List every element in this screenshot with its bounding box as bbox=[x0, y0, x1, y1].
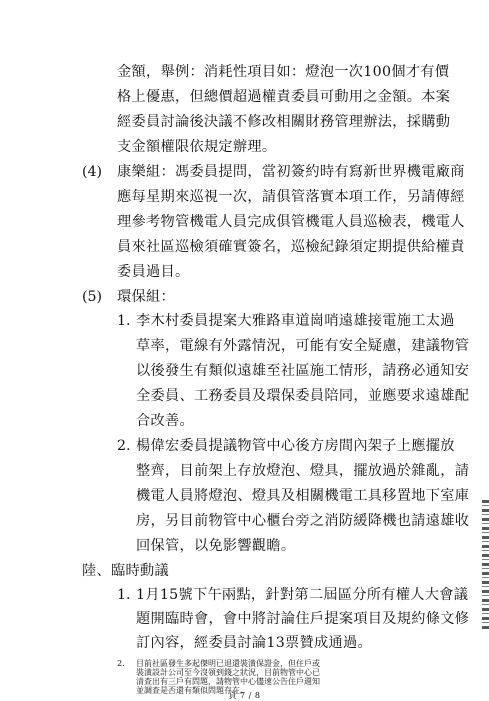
text-line: 合改善。 bbox=[136, 413, 194, 429]
item-number: (5) bbox=[82, 289, 103, 305]
item-number: (4) bbox=[82, 164, 103, 180]
subitem-number: 2. bbox=[117, 438, 131, 454]
text-line: 清查出有三戶有問題，請物管中心儘速公告住戶週知 bbox=[136, 677, 320, 686]
text-line: 目前社區發生多起傑明已退還裝潢保證金，但住戶或 bbox=[136, 659, 320, 668]
text-line: 房，另目前物管中心櫃台旁之消防緩降機也請遠雄收 bbox=[136, 513, 470, 529]
text-line: 整齊，目前架上存放燈泡、燈具，擺放過於雜亂，請 bbox=[136, 463, 470, 479]
text-line: 康樂組：馮委員提問，當初簽約時有寫新世界機電廠商 bbox=[117, 164, 465, 180]
text-line: 李木村委員提案大雅路車道崗哨遠雄接電施工太過 bbox=[136, 313, 455, 329]
text-line: 題開臨時會，會中將討論住戶提案項目及規約條文修 bbox=[136, 611, 470, 627]
text-line: 以後發生有類似遠雄至社區施工情形，請務必通知安 bbox=[136, 363, 470, 379]
text-line: 支金額權限依規定辦理。 bbox=[117, 139, 277, 155]
text-line: 經委員討論後決議不修改相關財務管理辦法，採購動 bbox=[117, 114, 451, 130]
text-line: 全委員、工務委員及環保委員陪同，並應要求遠雄配 bbox=[136, 388, 470, 404]
text-line: 1月15號下午兩點，針對第二屆區分所有權人大會議 bbox=[136, 587, 469, 603]
subitem-number: 1. bbox=[117, 313, 131, 329]
text-line: 理參考物管機電人員完成俱管機電人員巡檢表，機電人 bbox=[117, 214, 465, 230]
binding-edge-mark bbox=[482, 500, 489, 630]
item-title: 環保組： bbox=[117, 289, 175, 305]
text-line: 並調查是否還有類似問題存在。 bbox=[136, 686, 248, 695]
text-line: 格上優惠，但總價超過權責委員可動用之金額。本案 bbox=[117, 89, 451, 105]
subitem-number: 1. bbox=[117, 587, 131, 603]
subitem-number: 2. bbox=[117, 659, 125, 668]
section-title: 陸、臨時動議 bbox=[82, 563, 169, 579]
text-line: 委員過目。 bbox=[117, 264, 190, 280]
text-line: 員來社區巡檢須確實簽名，巡檢紀錄須定期提供給權責 bbox=[117, 239, 465, 255]
text-line: 應每星期來巡視一次，請俱管落實本項工作，另請傳經 bbox=[117, 189, 465, 205]
text-line: 草率，電線有外露情況，可能有安全疑慮，建議物管 bbox=[136, 338, 470, 354]
text-line: 回保管，以免影響觀瞻。 bbox=[136, 538, 296, 554]
page-number: 頁 7 / 8 bbox=[228, 691, 261, 700]
text-line: 金額，舉例：消耗性項目如：燈泡一次100個才有價 bbox=[117, 64, 450, 80]
text-line: 裝潢設計公司至今沒領到錢之狀況，目前物管中心已 bbox=[136, 668, 320, 677]
text-line: 機電人員將燈泡、燈具及相關機電工具移置地下室庫 bbox=[136, 488, 470, 504]
text-line: 楊偉宏委員提議物管中心後方房間內架子上應擺放 bbox=[136, 438, 455, 454]
text-line: 訂內容，經委員討論13票贊成通過。 bbox=[136, 635, 372, 651]
